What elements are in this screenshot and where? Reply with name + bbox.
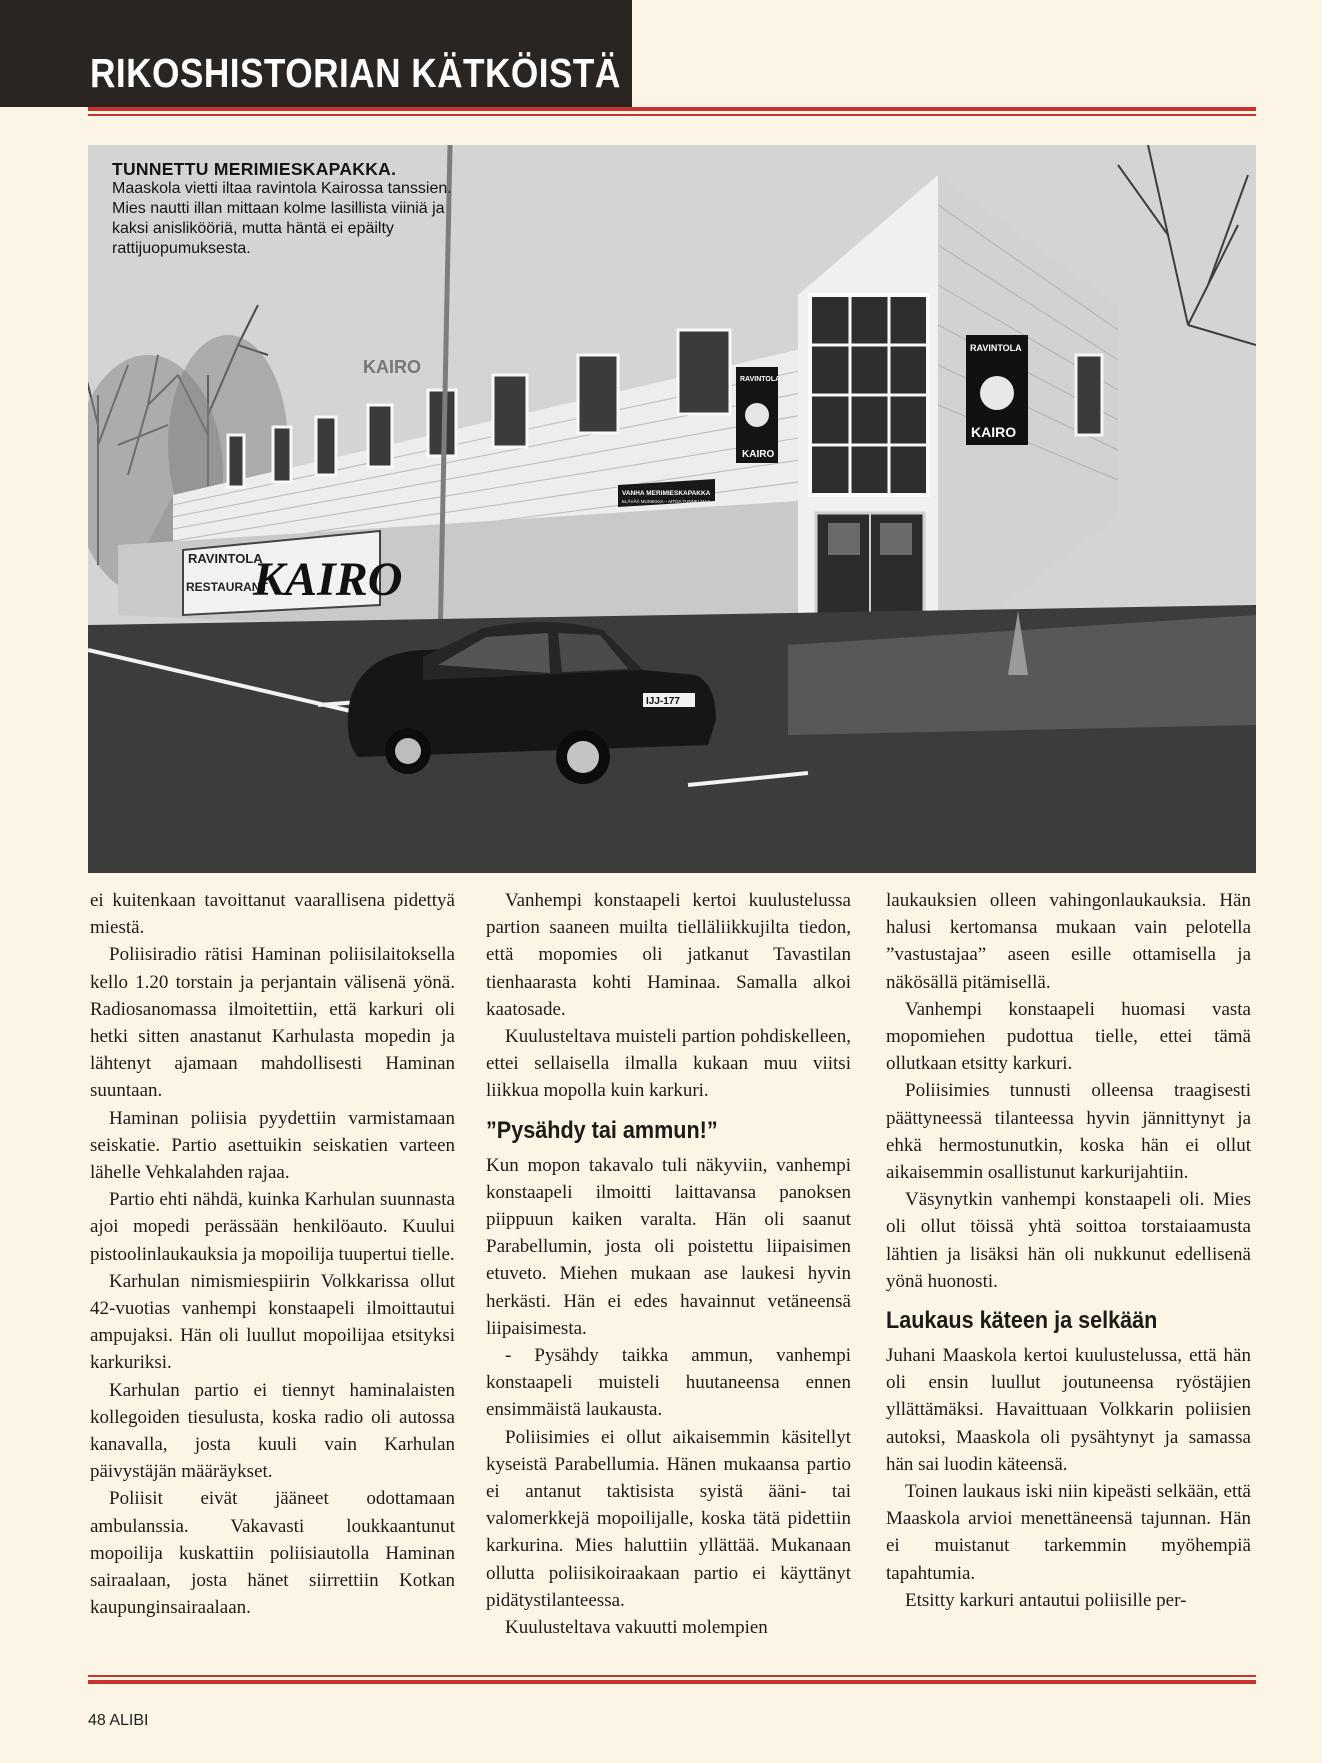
mural-line1: RAVINTOLA	[188, 551, 263, 566]
subheading: ”Pysähdy tai ammun!”	[486, 1116, 718, 1144]
paragraph: Poliisimies tunnusti olleensa traagisesti päättyneessä tilanteessa hyvin jännittynyt ja ehkä hermostunutkin, koska hän ei ollut aikaisemmin osallistunut karkurijahtiin.	[886, 1080, 1251, 1184]
paragraph: Poliisiradio rätisi Haminan poliisilaitoksella kello 1.20 torstain ja perjantain välisenä yönä. Radiosanomassa ilmoitettiin, että karkuri oli hetki sitten anastanut Karhulasta mopedin ja lähtenyt ajamaan mahdollisesti Haminan suuntaan.	[90, 944, 455, 1102]
footer-rule-bottom	[88, 1680, 1256, 1684]
section-header-bar	[0, 0, 632, 107]
sign-small-bottom: KAIRO	[742, 449, 775, 460]
mural-name: KAIRO	[253, 553, 403, 606]
caption-text: Maaskola vietti iltaa ravintola Kairossa tanssien. Mies nautti illan mittaan kolme lasillista viiniä ja kaksi anislikööriä, mutta häntä ei epäilty rattijuopumuksesta.	[112, 180, 452, 257]
banner-line1: VANHA MERIMIESKAPAKKA	[622, 490, 711, 497]
article-column-1	[90, 887, 455, 1621]
paragraph: - Pysähdy taikka ammun, vanhempi konstaapeli muisteli huutaneensa ennen ensimmäistä laukausta.	[486, 1345, 851, 1421]
header-rule-top	[88, 107, 1256, 111]
mural-line2: RESTAURANT	[186, 580, 268, 594]
paragraph: Kuulusteltava vakuutti molempien	[505, 1617, 768, 1639]
sign-large-top: RAVINTOLA	[970, 343, 1022, 353]
caption-title: TUNNETTU MERIMIESKAPAKKA.	[112, 159, 397, 179]
paragraph: Toinen laukaus iski niin kipeästi selkään, että Maaskola arvioi menettäneensä tajunnan. Hän ei muistanut tarkemmin myöhempiä tapahtumia.	[886, 1481, 1251, 1584]
footer-rule-top	[88, 1675, 1256, 1677]
page-number: 48 ALIBI	[88, 1712, 149, 1729]
roof-letters: KAIRO	[363, 357, 421, 377]
paragraph: Vanhempi konstaapeli kertoi kuulustelussa partion saaneen muilta tielläliikkujilta tiedon, että mopomies oli jatkanut Tavastilan tienhaarasta kohti Haminaa. Samalla alkoi kaatosade.	[486, 890, 851, 1020]
section-title: RIKOSHISTORIAN KÄTKÖISTÄ	[90, 50, 621, 96]
article-photo	[88, 145, 1256, 873]
sign-small-top: RAVINTOLA	[740, 376, 781, 383]
sign-large-bottom: KAIRO	[971, 424, 1017, 440]
paragraph: laukauksien olleen vahingonlaukauksia. Hän halusi kertomansa mukaan vain pelotella ”vastustajaa” aseen esille ottamisella ja näkösällä pitämisellä.	[886, 890, 1251, 993]
license-plate: IJJ-177	[646, 696, 680, 707]
paragraph: Kun mopon takavalo tuli näkyviin, vanhempi konstaapeli ilmoitti laittavansa panoksen piippuun kaiken varalta. Hän oli saanut Parabellumin, josta oli poistettu liipaisimen etuveto. Miehen mukaan ase laukesi hyvin herkästi. Hän ei edes havainnut vetäneensä liipaisimesta.	[486, 1154, 851, 1339]
paragraph: Juhani Maaskola kertoi kuulustelussa, että hän oli ensin luullut joutuneensa ryöstäjien yllättämäksi. Havaittuaan Volkkarin poliisien autoksi, Maaskola oli pysähtynyt ja samassa hän sai luodin käteensä.	[886, 1345, 1251, 1475]
paragraph: Karhulan partio ei tiennyt haminalaisten kollegoiden tiesulusta, koska radio oli autossa kanavalla, josta kuuli vain Karhulan päivystäjän määräykset.	[90, 1379, 455, 1483]
photo-caption	[112, 159, 462, 259]
article-column-3	[886, 887, 1251, 1614]
header-rule-bottom	[88, 114, 1256, 116]
banner-line2: ELÄVÄÄ MUSIIKKIA – AITOA TUNNELMAA	[622, 499, 711, 504]
paragraph: Vanhempi konstaapeli huomasi vasta mopomiehen pudottua tielle, ettei tämä ollutkaan etsitty karkuri.	[886, 998, 1251, 1075]
paragraph: Poliisit eivät jääneet odottamaan ambulanssia. Vakavasti loukkaantunut mopoilija kuskattiin poliisiautolla Haminan sairaalaan, josta hänet siirrettiin Kotkan kaupunginsairaalaan.	[90, 1488, 455, 1619]
paragraph: Karhulan nimismiespiirin Volkkarissa ollut 42-vuotias vanhempi konstaapeli ilmoittautui ampujaksi. Hän oli luullut mopoilijaa etsityksi karkuriksi.	[90, 1270, 455, 1374]
paragraph: Haminan poliisia pyydettiin varmistamaan seiskatie. Partio asettuikin seiskatien varteen lähelle Vehkalahden rajaa.	[90, 1107, 455, 1184]
paragraph: Poliisimies ei ollut aikaisemmin käsitellyt kyseistä Parabellumia. Hänen mukaansa partio ei antanut taktisista syistä ääni- tai valomerkkejä mopoilijalle, koska tätä pidettiin karkurina. Mies haluttiin yllättää. Mukanaan ollutta poliisikoiraakaan partio ei käyttänyt pidätystilanteessa.	[486, 1426, 851, 1611]
paragraph: Partio ehti nähdä, kuinka Karhulan suunnasta ajoi mopedi perässään henkilöauto. Kuului pistoolinlaukauksia ja mopoilija tuupertui tielle.	[90, 1189, 455, 1265]
paragraph: Väsynytkin vanhempi konstaapeli oli. Mies oli ollut töissä yhtä soittoa torstaiaamusta lähtien ja lisäksi hän oli nukkunut edellisenä yönä huonosti.	[886, 1189, 1251, 1292]
paragraph: Kuulusteltava muisteli partion pohdiskelleen, ettei sellaisella ilmalla kukaan muu viitsi liikkua mopolla kuin karkuri.	[486, 1026, 851, 1102]
subheading: Laukaus käteen ja selkään	[886, 1307, 1158, 1335]
article-column-2	[486, 887, 851, 1641]
paragraph: ei kuitenkaan tavoittanut vaarallisena pidettyä miestä.	[90, 890, 455, 939]
paragraph: Etsitty karkuri antautui poliisille per-	[905, 1589, 1187, 1611]
